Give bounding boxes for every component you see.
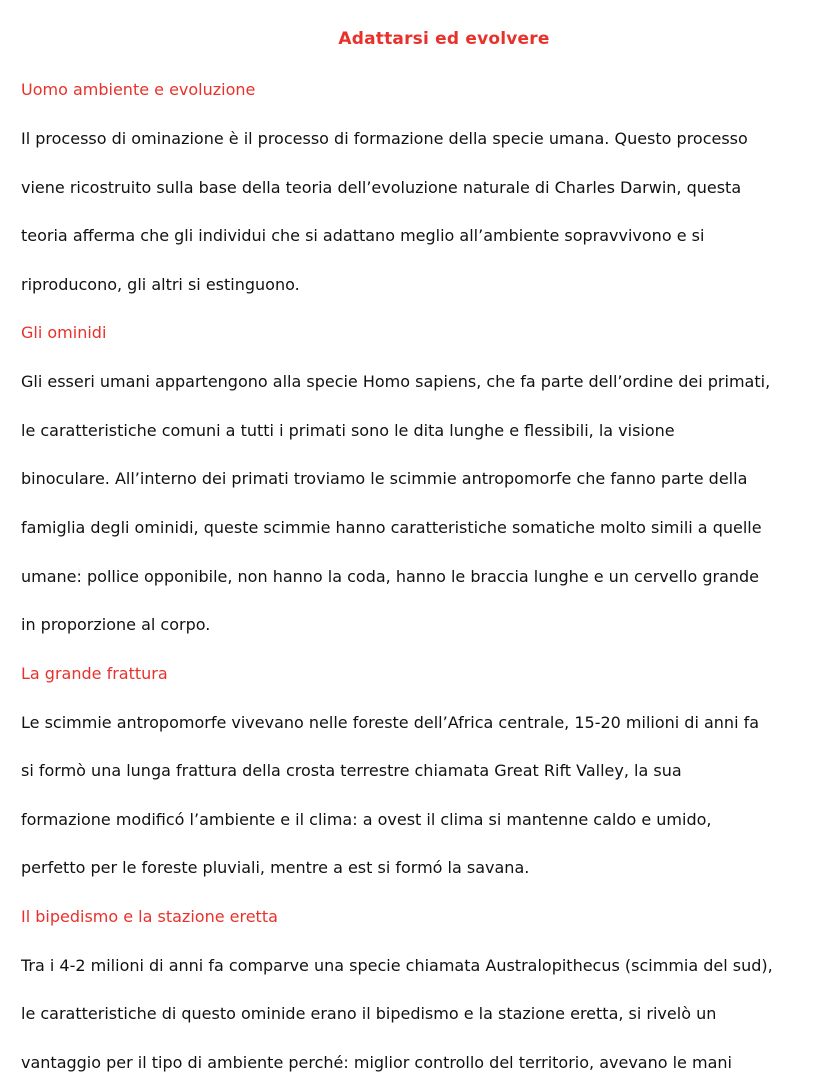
section-heading-ominidi: Gli ominidi [21,323,107,342]
section-heading-frattura: La grande frattura [21,664,168,683]
paragraph-line: riproducono, gli altri si estinguono. [21,275,300,294]
paragraph-line: perfetto per le foreste pluviali, mentre a est si formó la savana. [21,858,530,877]
paragraph-line: Il processo di ominazione è il processo di formazione della specie umana. Questo processo [21,129,748,148]
paragraph-line: teoria afferma che gli individui che si adattano meglio all’ambiente sopravvivono e si [21,226,705,245]
paragraph-line: binoculare. All’interno dei primati troviamo le scimmie antropomorfe che fanno parte della [21,469,748,488]
paragraph-line: formazione modificó l’ambiente e il clima: a ovest il clima si mantenne caldo e umido, [21,810,712,829]
paragraph-line: si formò una lunga frattura della crosta terrestre chiamata Great Rift Valley, la sua [21,761,682,780]
paragraph-line: Tra i 4-2 milioni di anni fa comparve una specie chiamata Australopithecus (scimmia del sud), [21,956,773,975]
paragraph-line: umane: pollice opponibile, non hanno la coda, hanno le braccia lunghe e un cervello grande [21,567,760,586]
paragraph-line: le caratteristiche comuni a tutti i primati sono le dita lunghe e flessibili, la visione [21,421,675,440]
section-heading-evolution: Uomo ambiente e evoluzione [21,80,256,99]
paragraph-line: vantaggio per il tipo di ambiente perché: miglior controllo del territorio, avevano le mani [21,1053,732,1072]
paragraph-line: Le scimmie antropomorfe vivevano nelle foreste dell’Africa centrale, 15-20 milioni di anni fa [21,713,760,732]
paragraph-line: Gli esseri umani appartengono alla specie Homo sapiens, che fa parte dell’ordine dei primati, [21,372,771,391]
page-title: Adattarsi ed evolvere [338,29,550,49]
paragraph-line: viene ricostruito sulla base della teoria dell’evoluzione naturale di Charles Darwin, questa [21,178,742,197]
paragraph-line: famiglia degli ominidi, queste scimmie hanno caratteristiche somatiche molto simili a quelle [21,518,762,537]
paragraph-line: le caratteristiche di questo ominide erano il bipedismo e la stazione eretta, si rivelò un [21,1004,717,1023]
section-heading-bipedismo: Il bipedismo e la stazione eretta [21,907,278,926]
paragraph-line: in proporzione al corpo. [21,615,211,634]
